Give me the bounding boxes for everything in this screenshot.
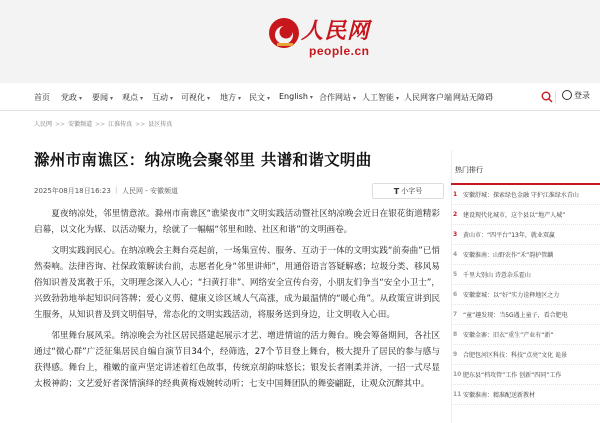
nav-item-accessibility[interactable]: 网站无障碍	[453, 93, 493, 102]
article-meta	[34, 183, 442, 201]
font-size-icon: T	[393, 186, 400, 196]
article-body	[34, 206, 440, 397]
nav-item-politics[interactable]: 党政 ▾	[61, 93, 83, 102]
ranking-item[interactable]: 9 合肥包河区科技：科技“点亮”文化 诡景	[451, 345, 600, 365]
chevron-down-icon: ▾	[207, 95, 211, 102]
sidebar-heading: 热门排行	[451, 159, 600, 185]
article-paragraph: 文明实践润民心。在纳凉晚会主舞台亮起前，一场集宣传、服务、互动于一体的文明实践“前奏曲”已悄然奏响。法律咨询、社保政策解读台前，志愿者化身“邻里讲师”，用通俗语言答疑解惑；垃圾分类、移风易俗知识普及寓教于乐，文明理念深入人心；“扫黄打非”、网络安全宣传台旁，小朋友们争当“安全小卫士”，兴致勃勃地举起知识问答牌；爱心义剪、健康义诊区域人气高涨，成为最温情的“暖心角”。从政策宣讲到民生服务，从知识普及到文明倡导，常态化的文明实践活动，将服务送到身边，让文明收入心田。	[34, 246, 440, 320]
nav-divider	[555, 91, 556, 103]
chevron-down-icon: ▾	[396, 95, 400, 102]
ranking-item[interactable]: 5 千里大别山 诗意杂乐霍山	[451, 265, 600, 285]
breadcrumb-item[interactable]: 县区传真	[148, 121, 173, 128]
chevron-down-icon: ▾	[170, 95, 174, 102]
breadcrumb-item[interactable]: 安徽频道	[68, 121, 93, 128]
ranking-item[interactable]: 1 安徽舒城：探索绿色金融 守护江淮绿水青山	[451, 185, 600, 205]
ranking-item[interactable]: 3 黄山市：“四平台”13年，就业双赢	[451, 225, 600, 245]
breadcrumb-separator: >>	[95, 121, 106, 128]
logo-text-en: people.cn	[309, 44, 370, 58]
site-header	[0, 0, 600, 83]
font-size-button[interactable]: T 小字号	[372, 183, 444, 199]
article-paragraph: 夏夜纳凉处，邻里情意浓。滁州市南谯区“谯梁夜市”文明实践活动暨社区纳凉晚会近日在银花街道精彩启幕，以文化为媒、以活动聚力，绘就了一幅幅“邻里和睦、社区和谐”的文明画卷。	[34, 209, 440, 235]
nav-item-interaction[interactable]: 互动 ▾	[152, 93, 174, 102]
chevron-down-icon: ▾	[79, 95, 83, 102]
ranking-item[interactable]: 10 肥东县“档攻管”工作 创新“四同”工作	[451, 365, 600, 385]
nav-item-partners[interactable]: 合作网站 ▾	[319, 93, 357, 102]
chevron-down-icon: ▾	[267, 95, 271, 102]
chevron-down-icon: ▾	[353, 95, 357, 102]
people-logo-icon	[267, 16, 301, 50]
nav-item-app[interactable]: 人民网客户端	[404, 93, 452, 102]
chevron-down-icon: ▾	[309, 94, 313, 101]
ranking-item[interactable]: 6 安徽蒙城：以“好”实力诠释地区之力	[451, 285, 600, 305]
breadcrumb-item[interactable]: 江淮传真	[108, 121, 133, 128]
chevron-down-icon: ▾	[110, 95, 114, 102]
breadcrumb-separator: >>	[55, 121, 66, 128]
ranking-item[interactable]: 8 安徽金寨：旧衣“重生”产业有“新”	[451, 325, 600, 345]
meta-separator: |	[115, 186, 118, 194]
nav-item-ai[interactable]: 人工智能 ▾	[362, 93, 400, 102]
article-title: 滁州市南谯区：纳凉晚会聚邻里 共谱和谐文明曲	[34, 151, 372, 169]
hot-ranking-sidebar	[451, 159, 600, 405]
breadcrumb-separator: >>	[135, 121, 146, 128]
article-date: 2025年08月18日16:23	[34, 187, 111, 195]
main-nav	[0, 83, 600, 111]
article-paragraph: 邻里舞台展风采。纳凉晚会为社区居民搭建起展示才艺、增进情谊的活力舞台。晚会筹备期间，各社区通过“微心群”广泛征集居民自编自演节目34个，经筛选，27个节目登上舞台，极大提升了居民的参与感与获得感。舞台上，稚嫩的童声坚定讲述着红色故事，传统京胡韵味悠长；银发长者刚柔并济，一招一式尽显太极神韵；文艺爱好者深情演绎的经典黄梅戏婉转动听；七支中国舞团队的舞姿翩跹，让观众沉醉其中。	[34, 331, 440, 389]
ranking-item[interactable]: 11 安徽淮南：精准配送新教材	[451, 385, 600, 405]
nav-item-local[interactable]: 地方 ▾	[220, 93, 242, 102]
site-logo[interactable]	[267, 12, 377, 70]
ranking-list	[451, 185, 600, 405]
nav-item-visual[interactable]: 可视化 ▾	[181, 93, 211, 102]
nav-item-opinion[interactable]: 观点 ▾	[122, 93, 144, 102]
chevron-down-icon: ▾	[238, 95, 242, 102]
nav-item-english[interactable]: English ▾	[279, 92, 313, 101]
chevron-down-icon: ▾	[140, 95, 144, 102]
breadcrumb-item[interactable]: 人民网	[34, 121, 53, 128]
search-icon[interactable]	[541, 91, 553, 103]
user-icon	[562, 90, 572, 100]
breadcrumb	[34, 119, 172, 128]
ranking-item[interactable]: 4 安徽淮南：山野农作“禾”韵护管麟	[451, 245, 600, 265]
logo-text-cn: 人民网	[301, 18, 371, 44]
nav-item-minwen[interactable]: 民文 ▾	[249, 93, 271, 102]
ranking-item[interactable]: 7 “童”趣发现：当5G遇上童子，看合肥电	[451, 305, 600, 325]
nav-item-news[interactable]: 要闻 ▾	[92, 93, 114, 102]
nav-item-home[interactable]: 首页	[34, 93, 50, 102]
ranking-item[interactable]: 2 建设现代化城市，这个县以“地产人城”	[451, 205, 600, 225]
login-button[interactable]: 登录	[562, 90, 590, 101]
article-source[interactable]: 人民网 - 安徽频道	[122, 187, 178, 195]
